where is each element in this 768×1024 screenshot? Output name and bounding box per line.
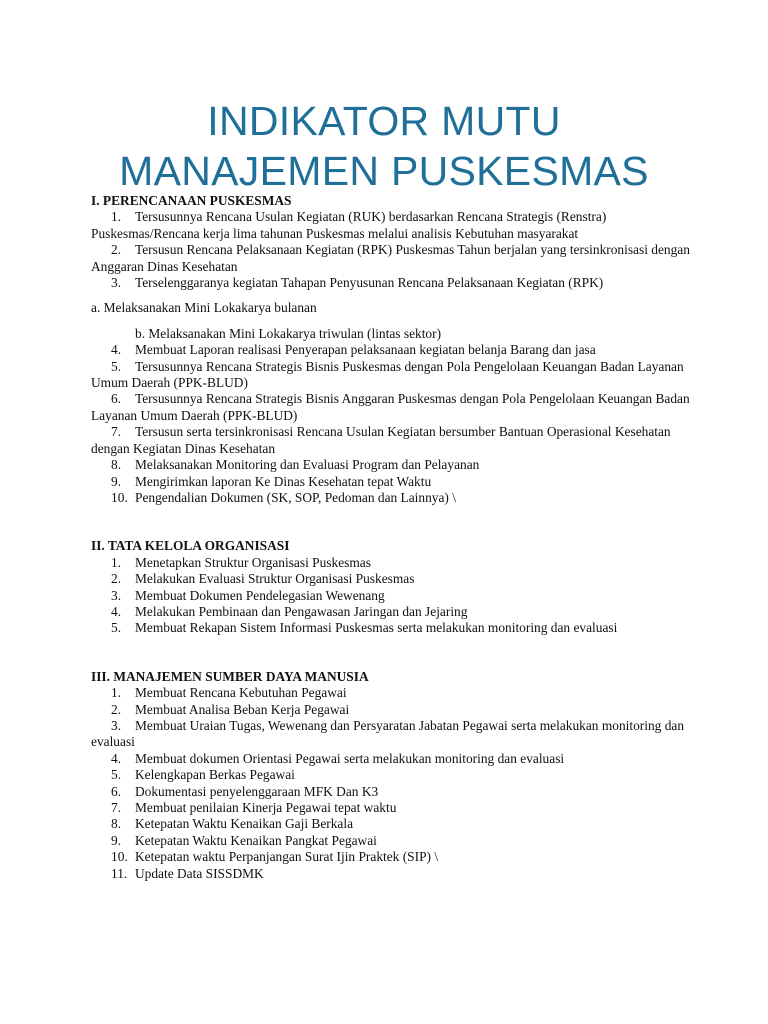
list-item: 1. Menetapkan Struktur Organisasi Puskesmas [111, 554, 371, 570]
list-item: 10. Pengendalian Dokumen (SK, SOP, Pedoman dan Lainnya) \ [111, 489, 456, 505]
section-perencanaan [91, 193, 691, 506]
list-item: 9. Ketepatan Waktu Kenaikan Pangkat Pegawai [111, 832, 377, 848]
section-heading: III. MANAJEMEN SUMBER DAYA MANUSIA [91, 668, 369, 684]
list-item: 4. Membuat dokumen Orientasi Pegawai serta melakukan monitoring dan evaluasi [111, 750, 565, 766]
list-item: 1. Tersusunnya Rencana Usulan Kegiatan (RUK) berdasarkan Rencana Strategis (Renstra) Puskesmas/Rencana kerja lima tahunan Puskesmas melalui analisis Kebutuhan masyarakat [91, 209, 607, 241]
section-heading: II. TATA KELOLA ORGANISASI [91, 538, 290, 554]
list-item: 3. Membuat Uraian Tugas, Wewenang dan Persyaratan Jabatan Pegawai serta melakukan monitoring dan evaluasi [91, 717, 685, 750]
list-item: 5. Membuat Rekapan Sistem Informasi Puskesmas serta melakukan monitoring dan evaluasi [111, 620, 618, 636]
section-tata-kelola [91, 538, 691, 636]
list-item: 7. Tersusun serta tersinkronisasi Rencana Usulan Kegiatan bersumber Bantuan Operasional Kesehatan dengan Kegiatan Dinas Kesehatan [91, 424, 671, 456]
title-line-1: INDIKATOR MUTU [207, 98, 561, 144]
sub-note: b. Melaksanakan Mini Lokakarya triwulan (lintas sektor) [135, 325, 442, 341]
list-item: 3. Membuat Dokumen Pendelegasian Wewenang [111, 587, 385, 603]
list-item: 2. Tersusun Rencana Pelaksanaan Kegiatan (RPK) Puskesmas Tahun berjalan yang tersinkronisasi dengan Anggaran Dinas Kesehatan [91, 242, 690, 274]
list-item: 2. Membuat Analisa Beban Kerja Pegawai [111, 701, 350, 717]
list-item: 7. Membuat penilaian Kinerja Pegawai tepat waktu [111, 800, 397, 815]
list-item: 3. Terselenggaranya kegiatan Tahapan Penyusunan Rencana Pelaksanaan Kegiatan (RPK) [111, 275, 604, 291]
section-sdm [91, 669, 691, 882]
list-item: 4. Melakukan Pembinaan dan Pengawasan Jaringan dan Jejaring [111, 603, 468, 619]
document-title [0, 96, 768, 196]
list-item: 5. Tersusunnya Rencana Strategis Bisnis Puskesmas dengan Pola Pengelolaan Keuangan Badan Layanan Umum Daerah (PPK-BLUD) [91, 358, 684, 391]
list-item: 6. Tersusunnya Rencana Strategis Bisnis Anggaran Puskesmas dengan Pola Pengelolaan Keuangan Badan Layanan Umum Daerah (PPK-BLUD) [91, 391, 690, 423]
title-line-2: MANAJEMEN PUSKESMAS [119, 148, 649, 194]
list-item: 11. Update Data SISSDMK [111, 865, 264, 881]
section-heading: I. PERENCANAAN PUSKESMAS [91, 193, 292, 208]
document-body [91, 193, 691, 882]
list-item: 8. Melaksanakan Monitoring dan Evaluasi Program dan Pelayanan [111, 457, 480, 473]
list-item: 10. Ketepatan waktu Perpanjangan Surat Ijin Praktek (SIP) \ [111, 849, 439, 865]
list-item: 5. Kelengkapan Berkas Pegawai [111, 767, 295, 783]
list-item: 2. Melakukan Evaluasi Struktur Organisasi Puskesmas [111, 571, 415, 587]
list-item: 4. Membuat Laporan realisasi Penyerapan pelaksanaan kegiatan belanja Barang dan jasa [111, 342, 596, 358]
list-item: 6. Dokumentasi penyelenggaraan MFK Dan K3 [111, 783, 379, 799]
list-item: 8. Ketepatan Waktu Kenaikan Gaji Berkala [111, 816, 354, 832]
sub-note: a. Melaksanakan Mini Lokakarya bulanan [91, 300, 317, 316]
list-item: 9. Mengirimkan laporan Ke Dinas Kesehatan tepat Waktu [111, 473, 432, 489]
list-item: 1. Membuat Rencana Kebutuhan Pegawai [111, 685, 347, 701]
